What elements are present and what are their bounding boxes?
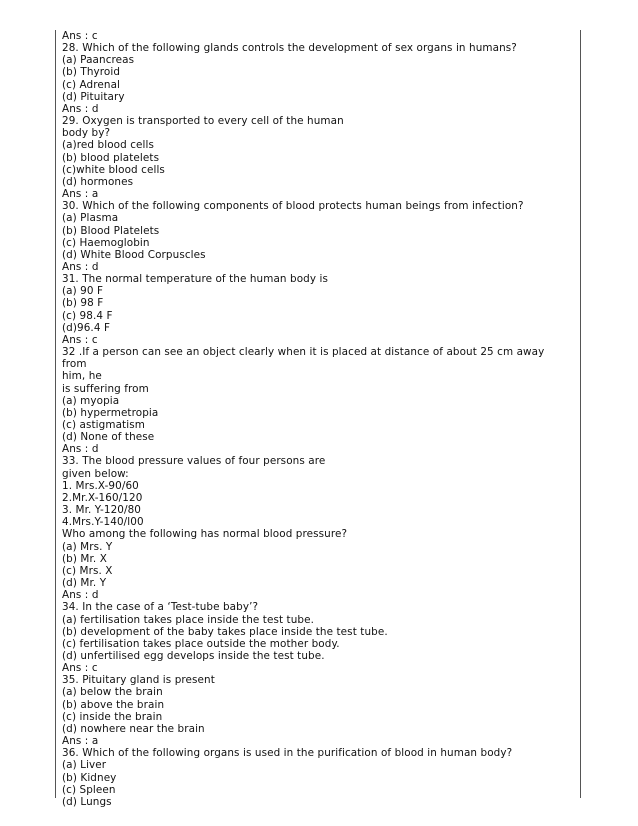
text-line: (a) below the brain bbox=[62, 686, 163, 699]
text-line: Ans : c bbox=[62, 333, 98, 346]
text-line: (a) fertilisation takes place inside the test tube. bbox=[62, 613, 315, 626]
left-margin-rule bbox=[55, 30, 56, 798]
text-line: 4.Mrs.Y-140/l00 bbox=[62, 516, 144, 529]
text-line: (c)white blood cells bbox=[62, 163, 165, 176]
text-line: 1. Mrs.X-90/60 bbox=[62, 479, 139, 492]
text-line: (a) myopia bbox=[62, 394, 120, 407]
text-line: Ans : d bbox=[62, 260, 99, 273]
text-line: (c) 98.4 F bbox=[62, 309, 113, 322]
text-line: (a) 90 F bbox=[62, 285, 104, 298]
text-line: (c) Haemoglobin bbox=[62, 236, 150, 249]
text-line: (c) inside the brain bbox=[62, 710, 163, 723]
text-line: (d) unfertilised egg develops inside the test tube. bbox=[62, 649, 325, 662]
text-line: 3. Mr. Y-120/80 bbox=[62, 504, 142, 517]
text-line: (d) Pituitary bbox=[62, 90, 125, 103]
text-line: (c) astigmatism bbox=[62, 419, 145, 431]
text-line: is suffering from bbox=[62, 382, 149, 395]
text-line: Ans : d bbox=[62, 589, 99, 602]
text-line: 36. Which of the following organs is used in the purification of blood in human body? bbox=[62, 747, 513, 760]
text-line: given below: bbox=[62, 467, 129, 480]
text-line: 31. The normal temperature of the human body is bbox=[62, 273, 329, 286]
text-line: 32 .If a person can see an object clearly when it is placed at distance of about 25 cm away from bbox=[62, 346, 548, 371]
text-line: (b) Mr. X bbox=[62, 552, 107, 565]
text-line: Ans : c bbox=[62, 30, 98, 42]
text-line: body by? bbox=[62, 127, 111, 140]
text-line: (c) fertilisation takes place outside the mother body. bbox=[62, 637, 340, 650]
right-margin-rule bbox=[580, 30, 581, 798]
text-line: (b) Thyroid bbox=[62, 66, 121, 79]
text-line: (b) Kidney bbox=[62, 771, 117, 784]
text-line: (a) Mrs. Y bbox=[62, 540, 113, 553]
text-line: (b) hypermetropia bbox=[62, 406, 159, 419]
question-text-block bbox=[62, 30, 570, 808]
text-line: (d) White Blood Corpuscles bbox=[62, 248, 206, 261]
text-line: (b) above the brain bbox=[62, 698, 165, 711]
text-line: 28. Which of the following glands controls the development of sex organs in humans? bbox=[62, 42, 517, 55]
text-line: (b) blood platelets bbox=[62, 151, 160, 164]
text-line: Who among the following has normal blood pressure? bbox=[62, 528, 348, 541]
text-line: 30. Which of the following components of blood protects human beings from infection? bbox=[62, 200, 524, 213]
text-line: Ans : a bbox=[62, 188, 99, 201]
text-line: (d) Lungs bbox=[62, 795, 112, 808]
text-line: Ans : c bbox=[62, 662, 98, 675]
text-line: (a) Plasma bbox=[62, 212, 119, 225]
text-line: Ans : a bbox=[62, 735, 99, 748]
text-line: (d) Mr. Y bbox=[62, 577, 107, 590]
text-line: (a) Paancreas bbox=[62, 54, 135, 67]
text-line: (d)96.4 F bbox=[62, 321, 111, 334]
text-line: 33. The blood pressure values of four persons are bbox=[62, 455, 326, 468]
text-line: (c) Mrs. X bbox=[62, 564, 113, 577]
text-line: (b) 98 F bbox=[62, 297, 104, 310]
text-line: 2.Mr.X-160/120 bbox=[62, 491, 143, 504]
text-line: (a)red blood cells bbox=[62, 139, 154, 152]
text-line: (c) Spleen bbox=[62, 783, 116, 796]
text-line: (d) nowhere near the brain bbox=[62, 722, 205, 735]
text-line: (d) None of these bbox=[62, 431, 155, 444]
text-line: (a) Liver bbox=[62, 759, 107, 772]
text-line: (b) development of the baby takes place inside the test tube. bbox=[62, 625, 388, 638]
text-line: 34. In the case of a ‘Test-tube baby’? bbox=[62, 601, 259, 614]
text-line: Ans : d bbox=[62, 102, 99, 115]
text-line: (b) Blood Platelets bbox=[62, 224, 160, 237]
text-line: 35. Pituitary gland is present bbox=[62, 674, 215, 687]
text-line: him, he bbox=[62, 370, 102, 383]
text-line: (c) Adrenal bbox=[62, 78, 121, 91]
text-line: Ans : d bbox=[62, 443, 99, 456]
text-line: 29. Oxygen is transported to every cell of the human bbox=[62, 115, 344, 128]
text-line: (d) hormones bbox=[62, 175, 134, 188]
